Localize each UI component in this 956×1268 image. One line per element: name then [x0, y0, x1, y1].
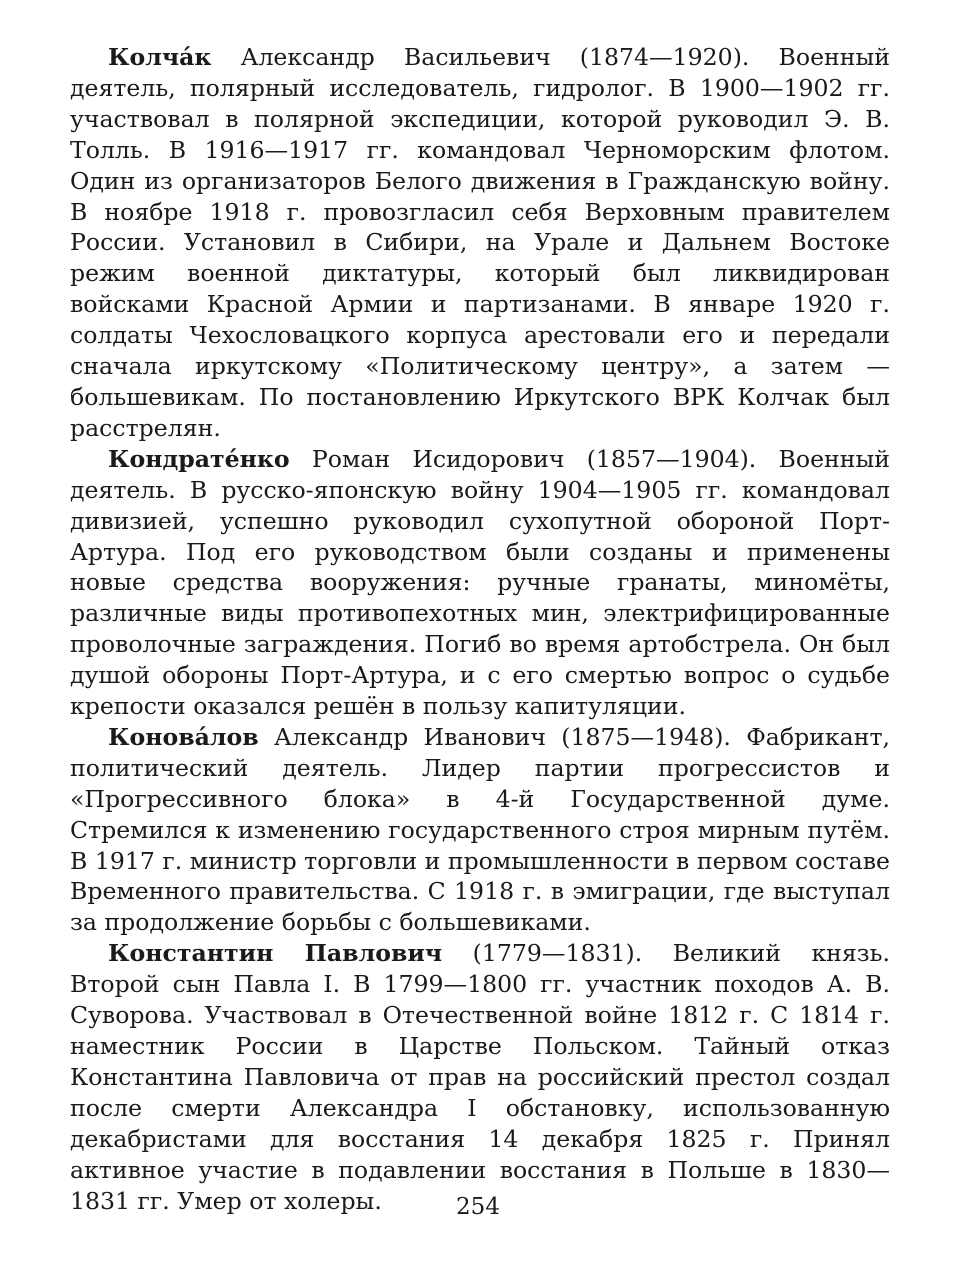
page-number: 254 [456, 1194, 500, 1220]
entry-text: Александр Васильевич (1874—1920). Военный деятель, полярный исследователь, гидролог. В 1900—1902 гг. участвовал в полярной экспедиции, которой руководил Э. В. Толль. В 1916—1917 гг. командовал Черноморским флотом. Один из организаторов Белого движения в Гражданскую войну. В ноябре 1918 г. провозгласил себя Верховным правителем России. Установил в Сибири, на Урале и Дальнем Востоке режим военной диктатуры, который был ликвидирован войсками Красной Армии и партизанами. В январе 1920 г. солдаты Чехословацкого корпуса арестовали его и передали сначала иркутскому «Политическому центру», а затем — большевикам. По постановлению Иркутского ВРК Колчак был расстрелян. [70, 43, 890, 442]
entry-konovalov [70, 722, 890, 938]
entry-text: (1779—1831). Великий князь. Второй сын Павла I. В 1799—1800 гг. участник походов А. В. Суворова. Участвовал в Отечественной войне 1812 г. С 1814 г. наместник России в Царстве Польском. Тайный отказ Константина Павловича от прав на российский престол создал после смерти Александра I обстановку, использованную декабристами для восстания 14 декабря 1825 г. Принял активное участие в подавлении восстания в Польше в 1830—1831 гг. Умер от холеры. [70, 939, 891, 1215]
entry-kondratenko [70, 444, 890, 722]
entry-name: Кондрате́нко [108, 444, 290, 473]
entry-name: Константин Павлович [108, 939, 443, 968]
entry-konstantin-pavlovich [70, 938, 890, 1216]
entry-name: Конова́лов [108, 722, 259, 751]
entry-kolchak [70, 42, 890, 444]
entry-text: Роман Исидорович (1857—1904). Военный деятель. В русско-японскую войну 1904—1905 гг. командовал дивизией, успешно руководил сухопутной обороной Порт-Артура. Под его руководством были созданы и применены новые средства вооружения: ручные гранаты, миномёты, различные виды противопехотных мин, электрифицированные проволочные заграждения. Погиб во время артобстрела. Он был душой обороны Порт-Артура, и с его смертью вопрос о судьбе крепости оказался решён в пользу капитуляции. [70, 444, 890, 721]
entry-name: Колча́к [108, 43, 212, 71]
document-page [70, 42, 890, 1216]
entry-text: Александр Иванович (1875—1948). Фабрикант, политический деятель. Лидер партии прогрессистов и «Прогрессивного блока» в 4-й Государственной думе. Стремился к изменению государственного строя мирным путём. В 1917 г. министр торговли и промышленности в первом составе Временного правительства. С 1918 г. в эмиграции, где выступал за продолжение борьбы с большевиками. [70, 722, 890, 937]
